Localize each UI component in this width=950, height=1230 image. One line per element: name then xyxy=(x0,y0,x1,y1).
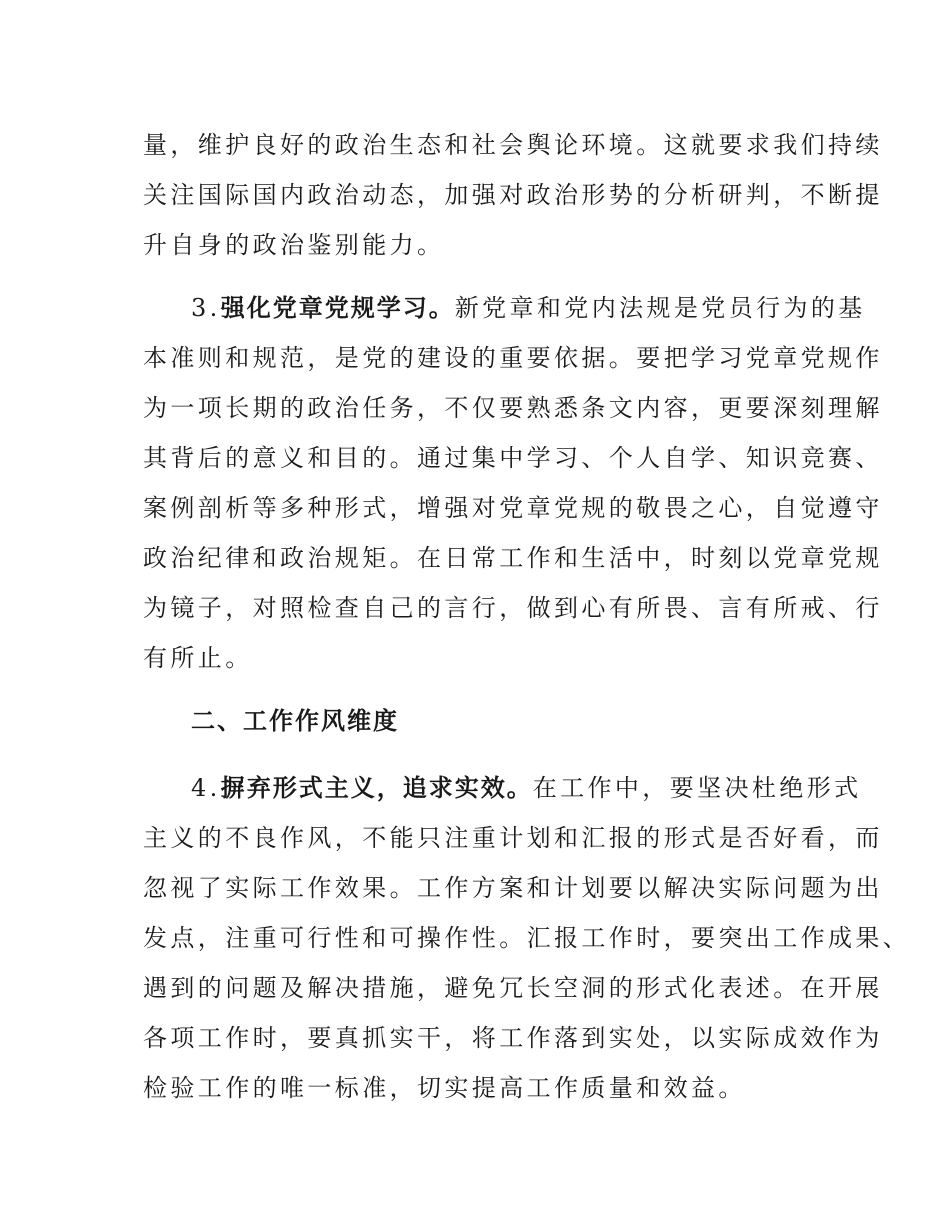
section-heading: 二、工作作风维度 xyxy=(191,707,399,735)
paragraph-line: 政治纪律和政治规矩。在日常工作和生活中，时刻以党章党规 xyxy=(143,544,883,572)
item-title: 摒弃形式主义，追求实效。 xyxy=(220,774,533,802)
paragraph-line: 案例剖析等多种形式，增强对党章党规的敬畏之心，自觉遵守 xyxy=(143,494,883,522)
paragraph-line: 有所止。 xyxy=(143,644,253,672)
item-text: 新党章和党内法规是党员行为的基 xyxy=(454,294,866,322)
paragraph-line: 本准则和规范，是党的建设的重要依据。要把学习党章党规作 xyxy=(143,344,883,372)
item-number: 3. xyxy=(191,294,221,322)
paragraph-line: 忽视了实际工作效果。工作方案和计划要以解决实际问题为出 xyxy=(143,874,883,902)
paragraph-line: 发点，注重可行性和可操作性。汇报工作时，要突出工作成果、 xyxy=(143,924,911,952)
paragraph-line: 为一项长期的政治任务，不仅要熟悉条文内容，更要深刻理解 xyxy=(143,394,883,422)
item-title: 强化党章党规学习。 xyxy=(220,294,455,322)
item-text: 在工作中，要坚决杜绝形式 xyxy=(532,774,862,802)
paragraph-line: 为镜子，对照检查自己的言行，做到心有所畏、言有所戒、行 xyxy=(143,594,883,622)
paragraph-line: 检验工作的唯一标准，切实提高工作质量和效益。 xyxy=(143,1074,746,1102)
paragraph-line: 量，维护良好的政治生态和社会舆论环境。这就要求我们持续 xyxy=(143,131,883,159)
paragraph-line: 其背后的意义和目的。通过集中学习、个人自学、知识竞赛、 xyxy=(143,444,883,472)
paragraph-line: 关注国际国内政治动态，加强对政治形势的分析研判，不断提 xyxy=(143,181,883,209)
paragraph-first-line xyxy=(191,771,862,805)
paragraph-first-line xyxy=(191,291,866,325)
paragraph-line: 各项工作时，要真抓实干，将工作落到实处，以实际成效作为 xyxy=(143,1024,883,1052)
paragraph-line: 主义的不良作风，不能只注重计划和汇报的形式是否好看，而 xyxy=(143,824,883,852)
paragraph-line: 升自身的政治鉴别能力。 xyxy=(143,231,445,259)
item-number: 4. xyxy=(191,774,221,802)
paragraph-line: 遇到的问题及解决措施，避免冗长空洞的形式化表述。在开展 xyxy=(143,974,883,1002)
